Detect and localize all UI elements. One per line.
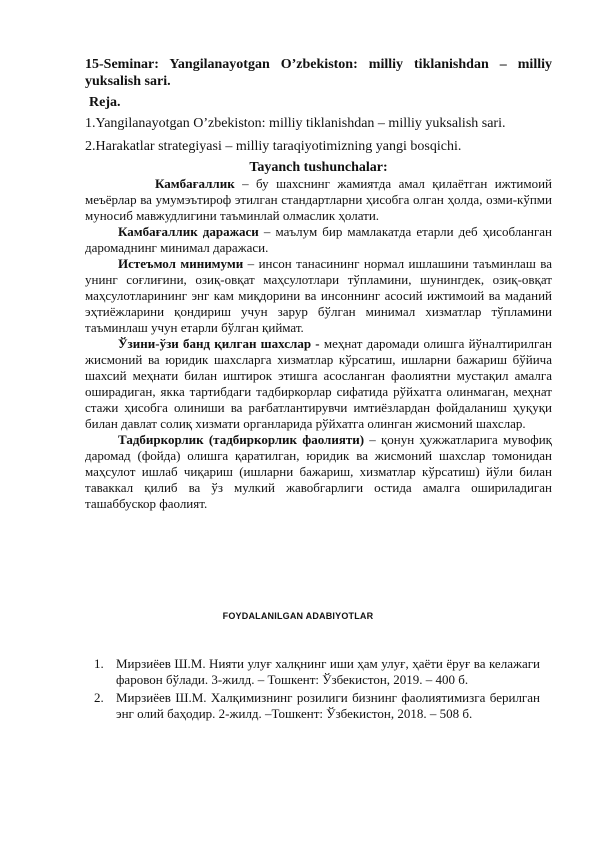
reference-number: 1. xyxy=(94,656,104,671)
concept-text: – инсон танасининг нормал ишлашини таъминлаш ва унинг соғлиғини, озиқ-овқат маҳсулотлари тўпламини, шунингдек, озиқ-овқат маҳсулотларининг энг кам миқдорини ва инсоннинг асосий ижтимоий ва маданий эҳтиёжларини қондириш учун зарур бўлган минимал хизматлар тўпламини таъминлаш учун етарли бўлган қиймат. xyxy=(85,256,553,335)
plan-item-2: 2.Harakatlar strategiyasi – milliy taraqiyotimizning yangi bosqichi. xyxy=(85,139,462,154)
concept-term: Истеъмол минимуми xyxy=(118,256,244,271)
concept-definition xyxy=(85,176,552,224)
plan-label: Reja. xyxy=(89,95,121,110)
reference-item xyxy=(94,656,540,688)
key-concepts-heading: Tayanch tushunchalar: xyxy=(249,160,388,175)
reference-item xyxy=(94,690,540,722)
concept-text: меҳнат даромади олишга йўналтирилган жисмоний ва юридик шахсларга хизматлар кўрсатиш, ишларни бажариш бўйича шахсий меҳнати билан иштирок этишга асосланган фаолиятни мустақил амалга оширадиган, якка тартибдаги тадбиркорлар сифатида рўйхатга олинмаган, меҳнат стажи ҳисобга олиниши ва рағбатлантирувчи имтиёзлардан фойдаланиш ҳуқуқи билан давлат солиқ хизмати органларида рўйхатга олинган жисмоний шахслар. xyxy=(85,336,552,431)
concept-term: Тадбиркорлик (тадбиркорлик фаолияти) xyxy=(118,432,365,447)
reference-text: Мирзиёев Ш.М. Халқимизнинг розилиги бизнинг фаолиятимизга берилган энг олий баҳодир. 2-жилд. –Тошкент: Ўзбекистон, 2018. – 508 б. xyxy=(116,690,540,721)
concept-text: – маълум бир мамлакатда етарли деб ҳисобланган даромаднинг минимал даражаси. xyxy=(85,224,553,255)
concept-term: Ўзини-ўзи банд қилган шахслар - xyxy=(118,336,320,351)
concept-definition xyxy=(85,256,552,336)
concept-definition xyxy=(85,432,552,512)
references-list xyxy=(94,656,540,724)
seminar-title: 15-Seminar: Yangilanayotgan O’zbekiston: milliy tiklanishdan – milliy yuksalish sari. xyxy=(85,57,552,89)
reference-number: 2. xyxy=(94,690,104,705)
reference-text: Мирзиёев Ш.М. Нияти улуғ халқнинг иши ҳам улуғ, ҳаёти ёруғ ва келажаги фаровон бўлади. 3-жилд. – Тошкент: Ўзбекистон, 2019. – 400 б. xyxy=(116,656,540,687)
concept-text: – бу шахснинг жамиятда амал қилаётган ижтимоий меъёрлар ва умумэътироф этилган стандартларни ҳисобга олган ҳолда, озми-кўпми муносиб мавжудлигини таъминлай олмаслик ҳолати. xyxy=(85,176,552,223)
concept-term: Камбағаллик xyxy=(155,176,235,191)
plan-item-1: 1.Yangilanayotgan O’zbekiston: milliy tiklanishdan – milliy yuksalish sari. xyxy=(85,116,506,131)
concept-text: – қонун ҳужжатларига мувофиқ даромад (фойда) олишга қаратилган, юридик ва жисмоний шахслар томонидан маҳсулот ишлаб чиқариш (ишларни бажариш, хизматлар кўрсатиш) йўли билан таваккал қилиб ва ўз мулкий жавобгарлиги остида амалга ошириладиган ташаббускор фаолият. xyxy=(85,432,552,511)
seminar-content xyxy=(85,56,552,512)
references-heading: FOYDALANILGAN ADABIYOTLAR xyxy=(222,611,374,621)
concept-definition xyxy=(85,336,552,432)
concept-term: Камбағаллик даражаси xyxy=(118,224,259,239)
concept-definition xyxy=(85,224,552,256)
